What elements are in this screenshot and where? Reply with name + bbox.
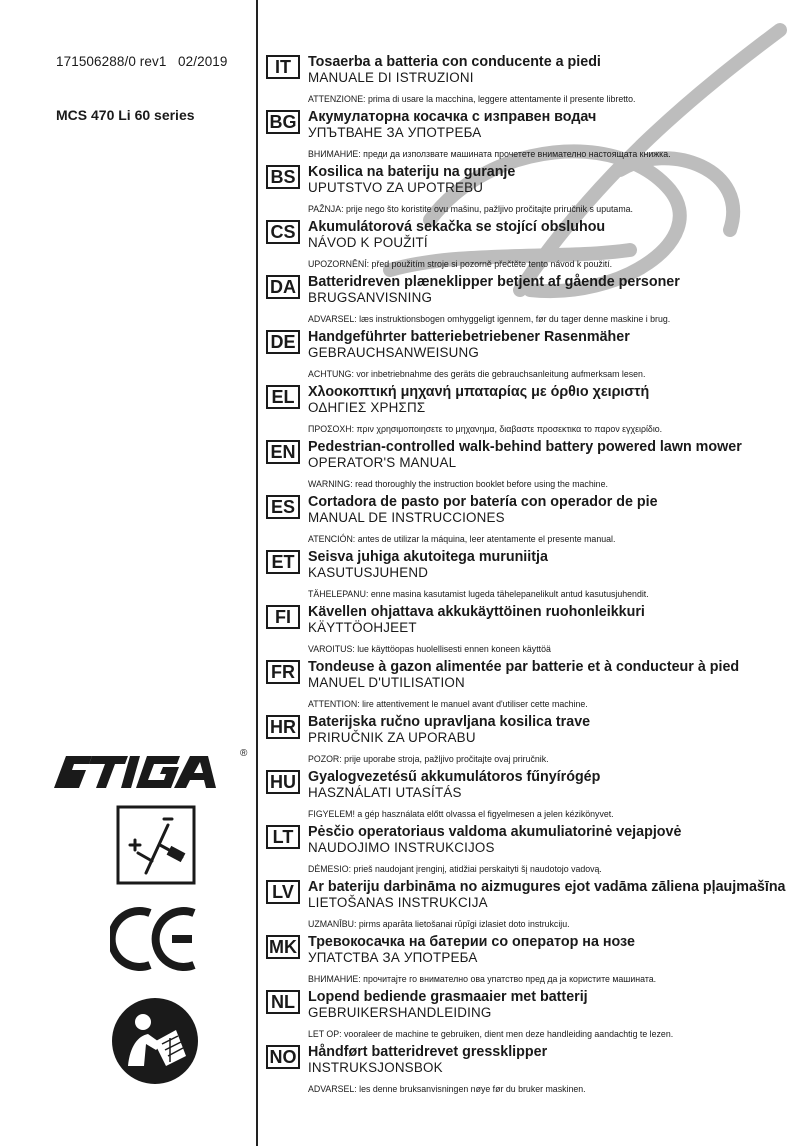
language-entry-fi — [266, 605, 796, 660]
document-number: 171506288/0 rev1 — [56, 54, 167, 69]
language-entry-de — [266, 330, 796, 385]
entry-subtitle: MANUALE DI ISTRUZIONI — [308, 70, 474, 85]
entry-warning: TÄHELEPANU: enne masina kasutamist lugeda tähelepanelikult antud kasutusjuhendit. — [308, 589, 649, 599]
entry-subtitle: УПЪТВАНЕ ЗА УПОТРЕБА — [308, 125, 482, 140]
entry-subtitle: OPERATOR'S MANUAL — [308, 455, 457, 470]
entry-subtitle: GEBRAUCHSANWEISUNG — [308, 345, 480, 360]
entry-warning: ATTENZIONE: prima di usare la macchina, leggere attentamente il presente libretto. — [308, 94, 636, 104]
battery-tool-icon — [116, 805, 196, 885]
entry-title: Handgeführter batteriebetriebener Rasenmäher — [308, 329, 630, 345]
language-code: BS — [268, 167, 298, 187]
entry-title: Batteridreven plæneklipper betjent af gående personer — [308, 274, 680, 290]
read-manual-icon — [110, 996, 200, 1086]
entry-warning: POZOR: prije uporabe stroja, pažljivo pročitajte ovaj priručnik. — [308, 754, 549, 764]
entry-subtitle: HASZNÁLATI UTASÍTÁS — [308, 785, 462, 800]
entry-subtitle: ΟΔΗΓΙΕΣ ΧΡΗΣΠΣ — [308, 400, 426, 415]
language-code: HU — [270, 772, 296, 792]
language-entry-nl — [266, 990, 796, 1045]
entry-title: Kosilica na bateriju na guranje — [308, 164, 516, 180]
language-entry-en — [266, 440, 796, 495]
ce-mark-icon — [110, 905, 200, 973]
language-code-badge — [266, 825, 300, 849]
entry-warning: ACHTUNG: vor inbetriebnahme des geräts die gebrauchsanleitung aufmerksam lesen. — [308, 369, 646, 379]
language-code: MK — [269, 937, 297, 957]
language-code-badge — [266, 935, 300, 959]
language-entry-es — [266, 495, 796, 550]
entry-warning: ВНИМАНИЕ: прочитајте го внимателно ова упатство пред да ја користите машината. — [308, 974, 657, 984]
entry-title: Gyalogvezetésű akkumulátoros fűnyírógép — [308, 769, 601, 785]
entry-title: Tondeuse à gazon alimentée par batterie et à conducteur à pied — [308, 659, 740, 675]
language-entry-hu — [266, 770, 796, 825]
entry-subtitle: NAUDOJIMO INSTRUKCIJOS — [308, 840, 495, 855]
entry-warning: ATENCIÓN: antes de utilizar la máquina, leer atentamente el presente manual. — [308, 534, 616, 544]
language-code-badge — [266, 165, 300, 189]
language-code: DA — [270, 277, 296, 297]
language-code-badge — [266, 440, 300, 464]
entry-title: Акумулаторна косачка с изправен водач — [308, 109, 597, 125]
model-name: MCS 470 Li 60 series — [56, 107, 195, 123]
entry-subtitle: MANUAL DE INSTRUCCIONES — [308, 510, 505, 525]
entry-warning: ВНИМАНИЕ: преди да използвате машината прочетете внимателно настоящата книжка. — [308, 149, 671, 159]
vertical-divider — [256, 0, 258, 1146]
entry-warning: PAŽNJA: prije nego što koristite ovu mašinu, pažljivo pročitajte priručnik s uputama. — [308, 204, 633, 214]
entry-warning: UPOZORNĚNÍ: před použitím stroje si pozorně přečtěte tento návod k použití. — [308, 259, 613, 269]
language-entry-bs — [266, 165, 796, 220]
entry-title: Akumulátorová sekačka se stojící obsluhou — [308, 219, 606, 235]
entry-warning: DĖMESIO: prieš naudojant įrenginį, atidžiai perskaityti šį naudotojo vadovą. — [308, 864, 602, 874]
language-code: EL — [268, 387, 298, 407]
entry-title: Pedestrian-controlled walk-behind battery powered lawn mower — [308, 439, 742, 455]
language-entry-lv — [266, 880, 796, 935]
entry-warning: FIGYELEM! a gép használata előtt olvassa el figyelmesen a jelen kézikönyvet. — [308, 809, 614, 819]
language-code-badge — [266, 275, 300, 299]
language-code-badge — [266, 770, 300, 794]
language-code: NO — [269, 1047, 297, 1067]
entry-subtitle: PRIRUČNIK ZA UPORABU — [308, 730, 476, 745]
language-entry-et — [266, 550, 796, 605]
entry-subtitle: BRUGSANVISNING — [308, 290, 433, 305]
entry-title: Lopend bediende grasmaaier met batterij — [308, 989, 588, 1005]
language-entry-bg — [266, 110, 796, 165]
entry-warning: UZMANĪBU: pirms aparāta lietošanai rūpīgi izlasiet doto instrukciju. — [308, 919, 570, 929]
language-code-badge — [266, 715, 300, 739]
entry-warning: ΠΡΟΣΟΧΗ: πριν χρησιμοποιησετε το μηχανημα, διαβαστε προσεκτικα το παρον εγχειρίδιο. — [308, 424, 663, 434]
language-entry-fr — [266, 660, 796, 715]
language-code: FR — [268, 662, 298, 682]
language-code: HR — [270, 717, 296, 737]
registered-mark: ® — [240, 748, 248, 759]
language-code-badge — [266, 495, 300, 519]
language-code: BG — [269, 112, 297, 132]
language-code-badge — [266, 880, 300, 904]
language-code: DE — [268, 332, 298, 352]
entry-title: Håndført batteridrevet gressklipper — [308, 1044, 548, 1060]
entry-title: Cortadora de pasto por batería con operador de pie — [308, 494, 658, 510]
entry-warning: ADVARSEL: læs instruktionsbogen omhyggeligt igennem, før du tager denne maskine i brug. — [308, 314, 671, 324]
stiga-logo — [52, 748, 248, 794]
language-entry-el — [266, 385, 796, 440]
language-code: EN — [268, 442, 298, 462]
entry-warning: WARNING: read thoroughly the instruction booklet before using the machine. — [308, 479, 608, 489]
entry-subtitle: LIETOŠANAS INSTRUKCIJA — [308, 895, 488, 910]
entry-warning: LET OP: vooraleer de machine te gebruiken, dient men deze handleiding aandachtig te lezen. — [308, 1029, 674, 1039]
entry-warning: ADVARSEL: les denne bruksanvisningen nøye før du bruker maskinen. — [308, 1084, 586, 1094]
language-code: ES — [268, 497, 298, 517]
language-code: LT — [268, 827, 298, 847]
entry-subtitle: KASUTUSJUHEND — [308, 565, 429, 580]
language-entry-mk — [266, 935, 796, 990]
entry-subtitle: GEBRUIKERSHANDLEIDING — [308, 1005, 492, 1020]
entry-subtitle: NÁVOD K POUŽITÍ — [308, 235, 428, 250]
entry-subtitle: УПАТСТВА ЗА УПОТРЕБА — [308, 950, 478, 965]
language-entry-it — [266, 55, 796, 110]
language-entry-lt — [266, 825, 796, 880]
entry-title: Тревокосачка на батерии со оператор на нозе — [308, 934, 635, 950]
language-code-badge — [266, 385, 300, 409]
language-code: ET — [268, 552, 298, 572]
language-code-badge — [266, 605, 300, 629]
language-code-badge — [266, 55, 300, 79]
language-code-badge — [266, 330, 300, 354]
entry-subtitle: UPUTSTVO ZA UPOTREBU — [308, 180, 484, 195]
language-entry-cs — [266, 220, 796, 275]
language-code: IT — [268, 57, 298, 77]
entry-subtitle: MANUEL D'UTILISATION — [308, 675, 465, 690]
language-code-badge — [266, 550, 300, 574]
entry-title: Kävellen ohjattava akkukäyttöinen ruohonleikkuri — [308, 604, 645, 620]
document-date: 02/2019 — [178, 54, 228, 69]
entry-title: Χλοοκοπτική μηχανή μπαταρίας με όρθιο χειριστή — [308, 384, 650, 400]
language-code-badge — [266, 220, 300, 244]
entry-title: Seisva juhiga akutoitega muruniitja — [308, 549, 548, 565]
language-code: FI — [268, 607, 298, 627]
language-code-badge — [266, 1045, 300, 1069]
language-code-badge — [266, 990, 300, 1014]
entry-subtitle: INSTRUKSJONSBOK — [308, 1060, 443, 1075]
language-code: CS — [268, 222, 298, 242]
entry-warning: ATTENTION: lire attentivement le manuel avant d'utiliser cette machine. — [308, 699, 588, 709]
language-code: LV — [268, 882, 298, 902]
entry-subtitle: KÄYTTÖOHJEET — [308, 620, 417, 635]
language-entry-da — [266, 275, 796, 330]
entry-title: Tosaerba a batteria con conducente a piedi — [308, 54, 601, 70]
language-code: NL — [268, 992, 298, 1012]
language-entry-hr — [266, 715, 796, 770]
language-code-badge — [266, 660, 300, 684]
entry-title: Pėsčio operatoriaus valdoma akumuliatorinė vejapjovė — [308, 824, 682, 840]
language-entry-no — [266, 1045, 796, 1100]
language-code-badge — [266, 110, 300, 134]
document-number-line — [56, 54, 228, 69]
entry-title: Baterijska ručno upravljana kosilica trave — [308, 714, 591, 730]
entry-warning: VAROITUS: lue käyttöopas huolellisesti ennen koneen käyttöä — [308, 644, 551, 654]
entry-title: Ar bateriju darbināma no aizmugures ejot vadāma zāliena pļaujmašīna — [308, 879, 786, 895]
